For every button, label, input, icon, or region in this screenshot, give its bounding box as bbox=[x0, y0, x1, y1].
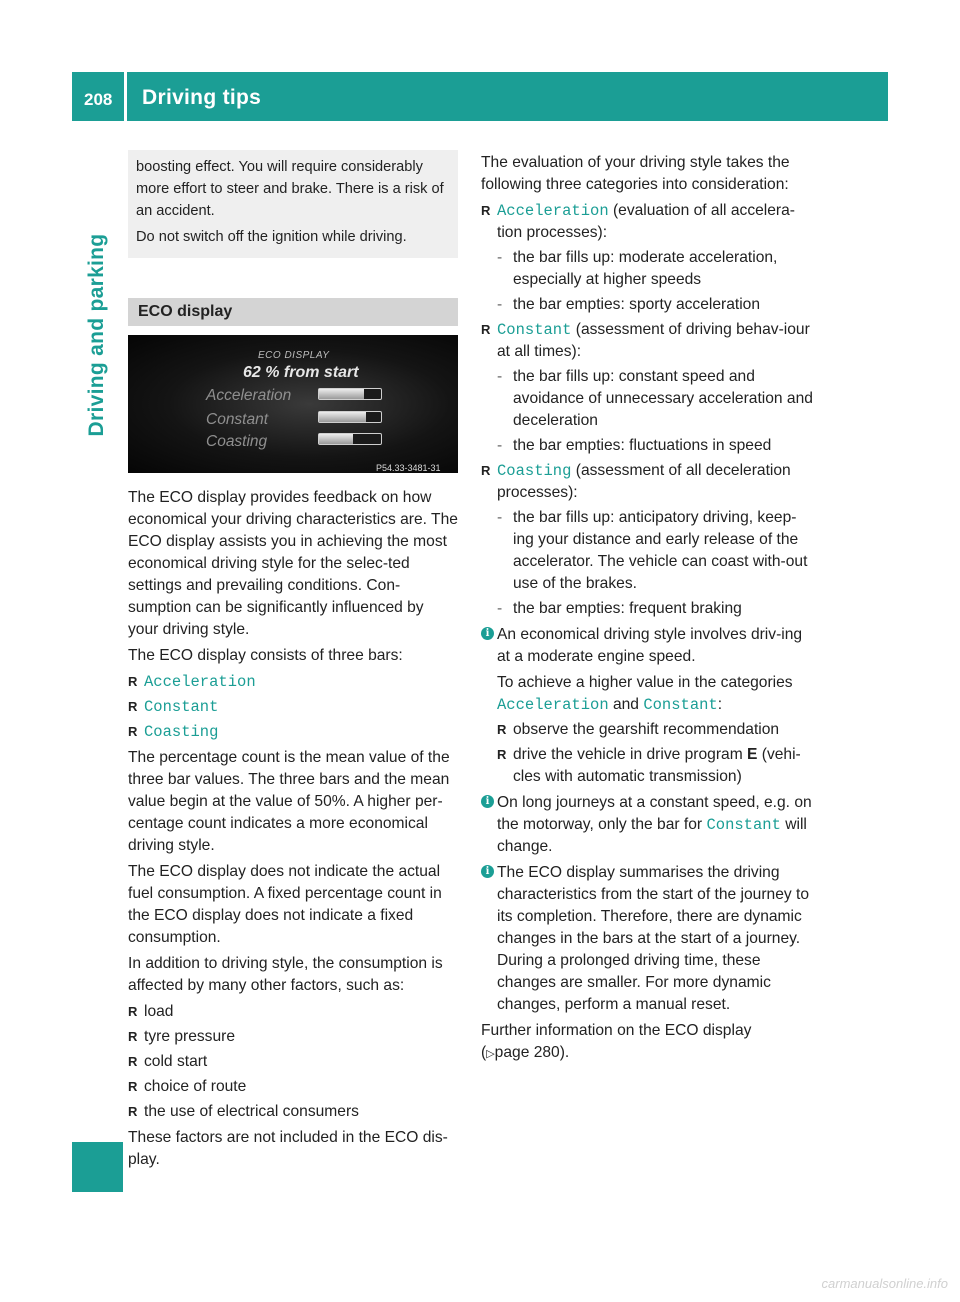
dash-icon: - bbox=[497, 249, 503, 266]
factor-text: load bbox=[144, 1003, 174, 1020]
list-item bbox=[481, 507, 813, 595]
factors-intro: In addition to driving style, the consumption is affected by many other factors, such as: bbox=[128, 955, 443, 994]
info-item-post: (vehi-cles with automatic transmission) bbox=[513, 746, 801, 785]
category-desc: (assessment of all deceleration processes): bbox=[497, 462, 791, 501]
eco-image-label-acceleration: Acceleration bbox=[206, 387, 292, 404]
eco-bar-fill bbox=[319, 434, 353, 444]
info-icon: i bbox=[481, 795, 494, 808]
eco-bar-fill bbox=[319, 412, 366, 422]
category-sublist bbox=[481, 247, 813, 316]
info-item-text: observe the gearshift recommendation bbox=[513, 721, 780, 738]
eco-image-percent: 62 % from start bbox=[243, 364, 359, 381]
category-constant bbox=[481, 319, 813, 457]
info-sub-post: : bbox=[717, 696, 723, 713]
factor-text: tyre pressure bbox=[144, 1028, 235, 1045]
category-name: Coasting bbox=[497, 462, 572, 480]
category-desc: (assessment of driving behav-iour at all times): bbox=[497, 321, 810, 360]
factor-text: choice of route bbox=[144, 1078, 247, 1095]
info-item-pre: drive the vehicle in drive program bbox=[513, 746, 748, 763]
list-item bbox=[128, 721, 458, 743]
bullet-icon: R bbox=[481, 463, 491, 478]
sub-item-text: the bar empties: fluctuations in speed bbox=[513, 437, 772, 454]
page-ref-open: ( bbox=[481, 1044, 487, 1061]
dash-icon: - bbox=[497, 600, 503, 617]
category-name: Constant bbox=[706, 816, 781, 834]
info-sub-pre: To achieve a higher value in the categories bbox=[497, 674, 793, 691]
eco-bars-list bbox=[128, 671, 458, 743]
eco-bar-fill bbox=[319, 389, 364, 399]
eco-intro: The ECO display provides feedback on how economical your driving characteristics are. The ECO display assists you in achieving the most economical driving style for the selec-ted settings and prevailing conditions. Con-sumption can be significantly influenced by your driving style. bbox=[128, 489, 458, 638]
percentage-paragraph: The percentage count is the mean value of the three bar values. The three bars and the mean value begin at the value of 50%. A higher per-centage count indicates a more economical driving style. bbox=[128, 749, 450, 854]
category-name: Acceleration bbox=[497, 696, 609, 714]
factor-text: cold start bbox=[144, 1053, 208, 1070]
category-acceleration bbox=[481, 200, 813, 316]
bullet-icon: R bbox=[128, 1004, 138, 1019]
header-divider bbox=[124, 72, 127, 121]
eco-bar-coasting bbox=[318, 433, 382, 445]
info-list bbox=[497, 719, 813, 788]
sub-item-text: the bar empties: frequent braking bbox=[513, 600, 742, 617]
info-note-summary bbox=[481, 862, 813, 1016]
list-item bbox=[128, 1101, 458, 1123]
chapter-side-label: Driving and parking bbox=[85, 233, 108, 437]
bullet-icon: R bbox=[128, 1104, 138, 1119]
evaluation-intro: The evaluation of your driving style takes the following three categories into consideration: bbox=[481, 154, 790, 193]
bar-name: Constant bbox=[144, 698, 219, 716]
categories-list bbox=[481, 200, 813, 620]
list-item bbox=[128, 696, 458, 718]
bullet-icon: R bbox=[481, 322, 491, 337]
page-ref-arrow-icon: ▷ bbox=[486, 1048, 495, 1060]
warning-box bbox=[128, 150, 458, 258]
page-header bbox=[72, 72, 888, 121]
info-note-long-journeys bbox=[481, 792, 813, 858]
list-item bbox=[128, 1001, 458, 1023]
right-column bbox=[481, 152, 813, 1065]
list-item bbox=[481, 435, 813, 457]
page-number: 208 bbox=[84, 90, 113, 109]
info-post: will change. bbox=[497, 816, 807, 855]
info-text: The ECO display summarises the driving characteristics from the start of the journey to its completion. Therefore, there are dynamic changes in the bars at the start of a journey. During a prolonged driving time, these changes are smaller. For more dynamic changes, perform a manual reset. bbox=[497, 864, 810, 1013]
category-name: Constant bbox=[497, 321, 572, 339]
left-column bbox=[128, 150, 458, 1175]
list-item bbox=[128, 1076, 458, 1098]
drive-program-label: E bbox=[747, 746, 758, 763]
sub-item-text: the bar fills up: constant speed and avoidance of unnecessary acceleration and deceleration bbox=[513, 368, 813, 429]
eco-image-title: ECO DISPLAY bbox=[258, 350, 330, 361]
sub-item-text: the bar fills up: anticipatory driving, keep-ing your distance and early release of the accelerator. The vehicle can coast with-out use of the brakes. bbox=[513, 509, 808, 592]
factor-text: the use of electrical consumers bbox=[144, 1103, 359, 1120]
category-name: Acceleration bbox=[497, 202, 609, 220]
category-sublist bbox=[481, 507, 813, 620]
category-sublist bbox=[481, 366, 813, 457]
list-item bbox=[481, 366, 813, 432]
bullet-icon: R bbox=[128, 1079, 138, 1094]
eco-bar-acceleration bbox=[318, 388, 382, 400]
list-item bbox=[128, 1026, 458, 1048]
watermark: carmanualsonline.info bbox=[821, 1276, 948, 1291]
fuel-paragraph: The ECO display does not indicate the actual fuel consumption. A fixed percentage count in the ECO display does not indicate a fixed consumption. bbox=[128, 863, 442, 946]
factors-list bbox=[128, 1001, 458, 1123]
list-item bbox=[128, 1051, 458, 1073]
bullet-icon: R bbox=[128, 724, 138, 739]
image-reference: P54.33-3481-31 bbox=[376, 463, 441, 473]
factors-outro: These factors are not included in the ECO dis-play. bbox=[128, 1129, 448, 1168]
bullet-icon: R bbox=[128, 1029, 138, 1044]
info-pre: On long journeys at a constant speed, e.g. on the motorway, only the bar for bbox=[497, 794, 812, 833]
warning-text-ignition: Do not switch off the ignition while driving. bbox=[136, 229, 407, 245]
sub-item-text: the bar empties: sporty acceleration bbox=[513, 296, 761, 313]
dash-icon: - bbox=[497, 509, 503, 526]
category-name: Constant bbox=[643, 696, 718, 714]
bullet-icon: R bbox=[481, 203, 491, 218]
eco-display-heading: ECO display bbox=[128, 298, 458, 326]
info-note-engine-speed bbox=[481, 624, 813, 788]
category-desc: (evaluation of all accelera-tion processes): bbox=[497, 202, 795, 241]
warning-text: boosting effect. You will require considerably more effort to steer and brake. There is a risk of an accident. bbox=[136, 159, 444, 219]
bar-name: Acceleration bbox=[144, 673, 256, 691]
further-info-text: Further information on the ECO display bbox=[481, 1022, 752, 1039]
dash-icon: - bbox=[497, 368, 503, 385]
info-icon: i bbox=[481, 865, 494, 878]
bullet-icon: R bbox=[497, 747, 507, 762]
section-title: Driving tips bbox=[142, 86, 262, 109]
list-item bbox=[481, 598, 813, 620]
further-info bbox=[481, 1020, 813, 1065]
eco-image-label-coasting: Coasting bbox=[206, 433, 268, 450]
eco-display-image bbox=[128, 335, 458, 473]
list-item bbox=[481, 294, 813, 316]
bullet-icon: R bbox=[128, 1054, 138, 1069]
dash-icon: - bbox=[497, 296, 503, 313]
info-text bbox=[497, 792, 813, 858]
bullet-icon: R bbox=[128, 674, 138, 689]
dash-icon: - bbox=[497, 437, 503, 454]
bar-name: Coasting bbox=[144, 723, 219, 741]
info-text: An economical driving style involves driv-ing at a moderate engine speed. bbox=[497, 626, 803, 665]
sub-item-text: the bar fills up: moderate acceleration, especially at higher speeds bbox=[513, 249, 778, 288]
list-item bbox=[128, 671, 458, 693]
list-item bbox=[481, 247, 813, 291]
list-item bbox=[497, 744, 813, 788]
bullet-icon: R bbox=[497, 722, 507, 737]
info-icon: i bbox=[481, 627, 494, 640]
list-item bbox=[497, 719, 813, 741]
category-coasting bbox=[481, 460, 813, 620]
info-sub-text bbox=[497, 672, 813, 716]
bullet-icon: R bbox=[128, 699, 138, 714]
chapter-marker-block bbox=[72, 1142, 123, 1192]
info-sub-and: and bbox=[608, 696, 644, 713]
page-ref-link[interactable]: page 280). bbox=[494, 1044, 570, 1061]
eco-image-label-constant: Constant bbox=[206, 411, 269, 428]
eco-bars-intro: The ECO display consists of three bars: bbox=[128, 647, 403, 664]
eco-bar-constant bbox=[318, 411, 382, 423]
